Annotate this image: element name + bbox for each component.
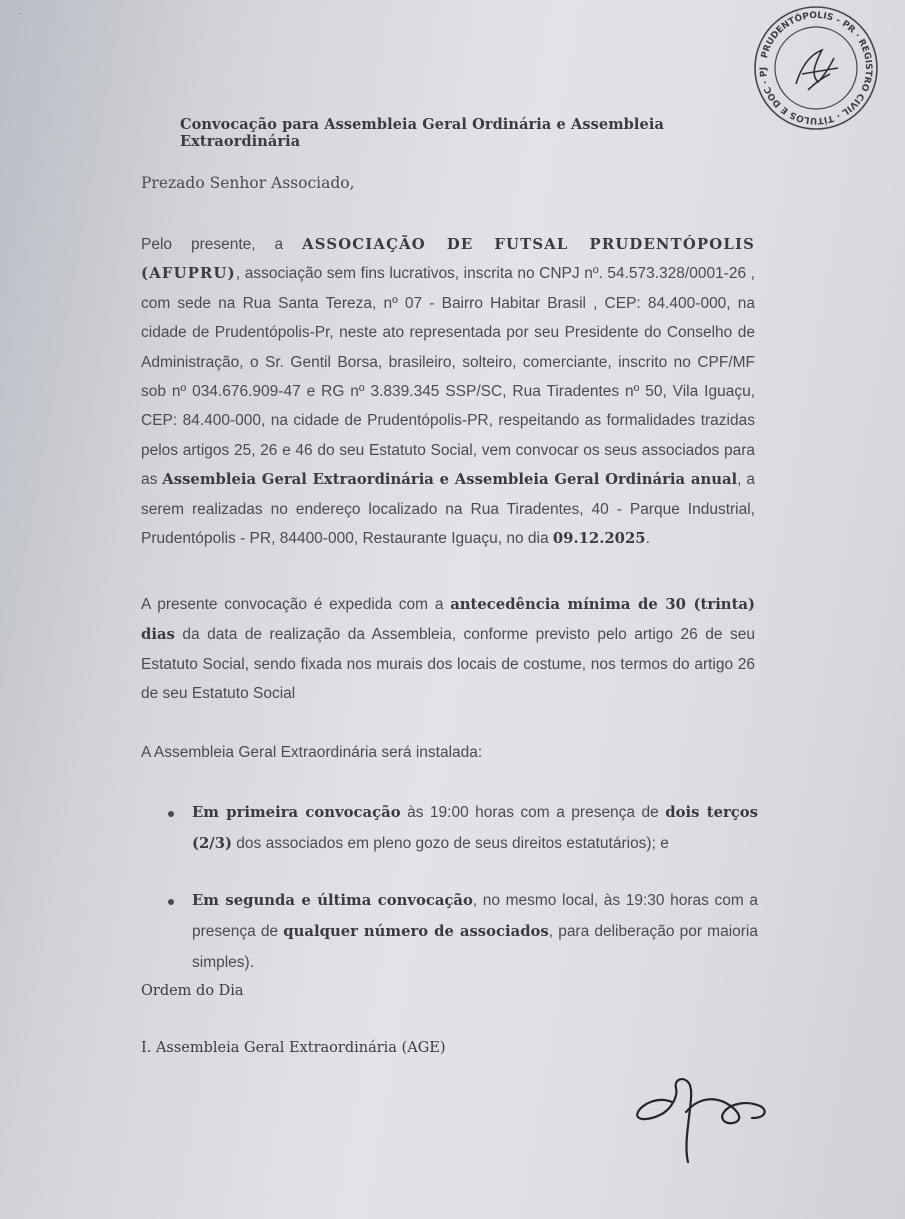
p1-body: , associação sem fins lucrativos, inscrita no CNPJ nº. 54.573.328/0001-26 , com sede na Rua Santa Tereza, nº 07 - Bairro Habitar Brasil , CEP: 84.400-000, na cidade de Prudentópolis-Pr, neste ato representada por seu Presidente do Conselho de Administração, o Sr. Gentil Borsa, brasileiro, solteiro, comerciante, inscrito no CPF/MF sob nº 034.676.909-47 e RG nº 3.839.345 SSP/SC, Rua Tiradentes nº 50, Vila Iguaçu, CEP: 84.400-000, na cidade de Prudentópolis-PR, respeitando as formalidades trazidas pelos artigos 25, 26 e 46 do seu Estatuto Social, vem convocar os seus associados para as <box>141 265 755 489</box>
corner-mark: · <box>19 9 23 20</box>
paragraph-notice <box>141 590 755 709</box>
signature-icon <box>632 1066 772 1166</box>
first-call-label: Em primeira convocação <box>192 804 401 821</box>
greeting: Prezado Senhor Associado, <box>141 174 355 192</box>
p2-intro: A presente convocação é expedida com a <box>141 596 451 613</box>
meeting-date: 09.12.2025 <box>552 530 646 548</box>
paragraph-convocation: Pelo presente, a ASSOCIAÇÃO DE FUTSAL PRUDENTÓPOLIS (AFUPRU), associação sem fins lucrativos, inscrita no CNPJ nº. 54.573.328/0001-26 , com sede na Rua Santa Tereza, nº 07 - Bairro Habitar Brasil , CEP: 84.400-000, na cidade de Prudentópolis-Pr, neste ato representada por seu Presidente do Conselho de Administração, o Sr. Gentil Borsa, brasileiro, solteiro, comerciante, inscrito no CPF/MF sob nº 034.676.909-47 e RG nº 3.839.345 SSP/SC, Rua Tiradentes nº 50, Vila Iguaçu, CEP: 84.400-000, na cidade de Prudentópolis-PR, respeitando as formalidades trazidas pelos artigos 25, 26 e 46 do seu Estatuto Social, vem convocar os seus associados para as Assembleia Geral Extraordinária e Assembleia Geral Ordinária anual, a serem realizadas no endereço localizado na Rua Tiradentes, 40 - Parque Industrial, Prudentópolis - PR, 84400-000, Restaurante Iguaçu, no dia 09.12.2025. <box>141 236 755 548</box>
bullet-first-call: Em primeira convocação às 19:00 horas com a presença de dois terços (2/3) dos associados em pleno gozo de seus direitos estatutários); e <box>192 804 758 852</box>
two-thirds-label: dois terços (2/3) <box>192 804 758 852</box>
stamp-text: PRUDENTÓPOLIS - PR · REGISTRO CIVIL · TÍTULOS E DOC · PJ <box>758 10 874 126</box>
installation-line: A Assembleia Geral Extraordinária será instalada: <box>141 744 483 761</box>
p1-intro: Pelo presente, a <box>141 236 303 253</box>
registry-stamp <box>752 4 880 132</box>
bullet-dot <box>168 899 174 905</box>
agenda-item-age: I. Assembleia Geral Extraordinária (AGE) <box>141 1040 446 1056</box>
organization-name: ASSOCIAÇÃO DE FUTSAL PRUDENTÓPOLIS (AFUPRU) <box>141 236 755 283</box>
document-title: Convocação para Assembleia Geral Ordinária e Assembleia Extraordinária <box>180 116 664 150</box>
bullet-second-call: Em segunda e última convocação, no mesmo local, às 19:30 horas com a presença de qualquer número de associados, para deliberação por maioria simples). <box>192 892 758 971</box>
any-number-label: qualquer número de associados <box>283 923 549 940</box>
assemblies-name: Assembleia Geral Extraordinária e Assembleia Geral Ordinária anual <box>162 471 738 489</box>
agenda-heading: Ordem do Dia <box>141 983 244 999</box>
p2-rest: da data de realização da Assembleia, conforme previsto pelo artigo 26 de seu Estatuto Social, sendo fixada nos murais dos locais de costume, nos termos do artigo 26 de seu Estatuto Social <box>141 625 755 703</box>
second-call-label: Em segunda e última convocação <box>192 892 473 909</box>
notice-period: antecedência mínima de 30 (trinta) dias <box>141 596 755 643</box>
p1-tail: , a serem realizadas no endereço localizado na Rua Tiradentes, 40 - Parque Industrial, Prudentópolis - PR, 84400-000, Restaurante Iguaçu, no dia <box>141 471 755 548</box>
bullet-dot <box>168 811 174 817</box>
